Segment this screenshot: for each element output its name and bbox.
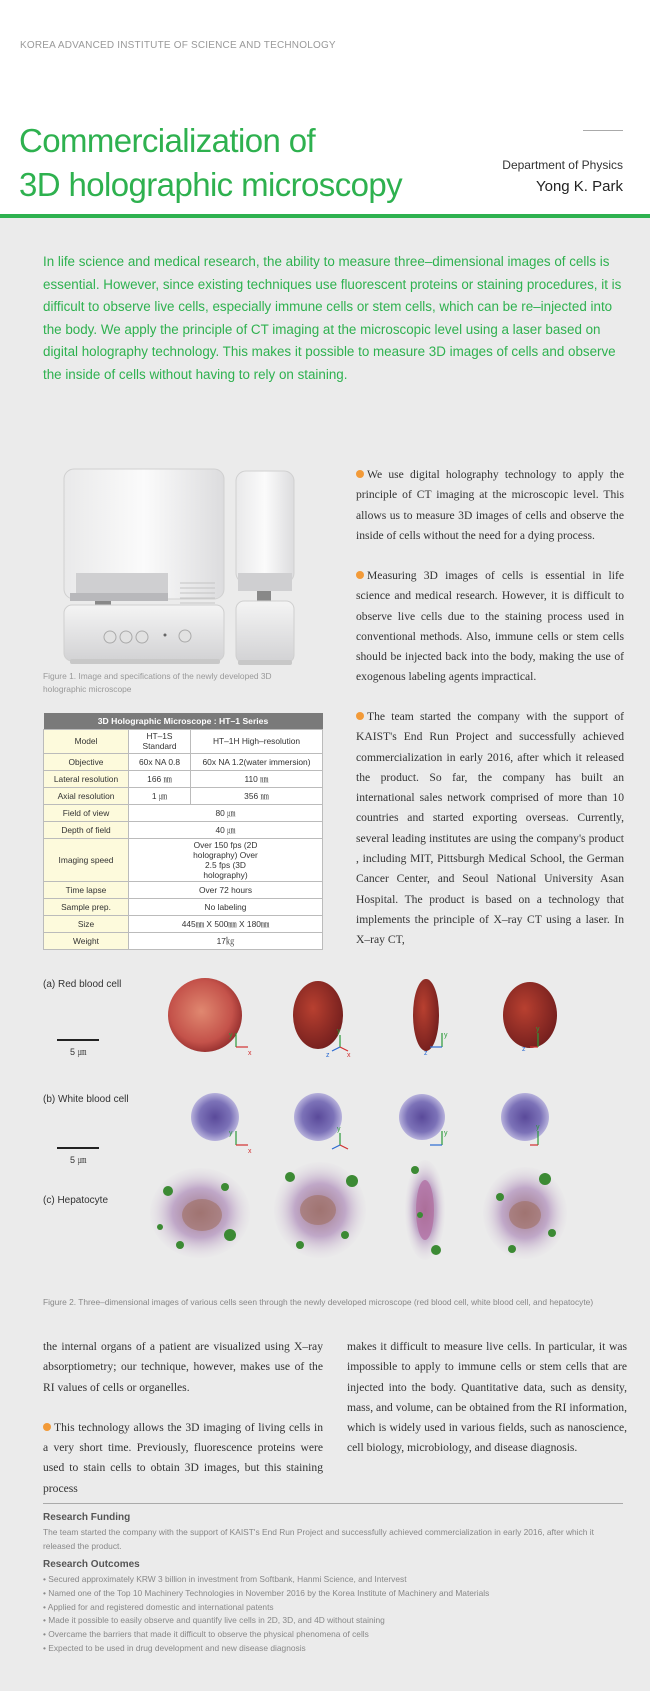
list-item: • Overcame the barriers that made it difficult to observe the physical phenomena of cells [43,1628,489,1642]
spec-value-b: 356 ㎚ [191,787,323,804]
department: Department of Physics [502,158,623,172]
spec-label: Axial resolution [44,787,129,804]
spec-label: Objective [44,753,129,770]
red-blood-cell [413,979,439,1051]
spec-label: Field of view [44,804,129,821]
axis-label: z [424,1050,428,1057]
spec-model-row [44,729,323,753]
spec-row [44,898,323,915]
spec-value-a: 1 ㎛ [129,787,191,804]
axis-label: y [536,1026,540,1033]
knob-1 [104,631,116,643]
axis-icon [229,1130,252,1155]
hepatocyte [274,1162,366,1258]
header-divider [583,130,623,131]
cell-images [140,965,600,1265]
list-item: • Applied for and registered domestic and international patents [43,1601,489,1615]
axis-label: y [229,1130,233,1137]
white-blood-cell [501,1093,549,1141]
paragraph-text: This technology allows the 3D imaging of living cells in a very short time. Previously, fluorescence proteins were used to stain cells to obtain 3D images, but this staining process [43,1420,323,1495]
spec-row [44,915,323,932]
bottom-paragraph-3: makes it difficult to measure live cells. In particular, it was impossible to apply to immune cells or stem cells that are injected into the body. Quantitative data, such as density, mass, and volume, can be obtained from the RI information, which is widely used in various fields, such as nanoscience, cell biology, microbiology, and disease diagnosis. [347,1340,627,1455]
spec-value: Over 150 fps (2D holography) Over 2.5 fps (3D holography) [129,838,323,881]
axis-icon [229,1032,252,1057]
axis-label: x [248,1148,252,1155]
spec-label: Size [44,915,129,932]
footer-divider [43,1503,623,1504]
red-blood-cell [168,978,242,1052]
scale-bar [57,1147,99,1149]
right-paragraph-1 [356,465,624,546]
spec-label: Sample prep. [44,898,129,915]
spec-label: Weight [44,932,129,949]
spec-model-b: HT–1H High–resolution [191,729,323,753]
axis-label: z [326,1052,330,1059]
spec-value: 17㎏ [129,932,323,949]
knob-4 [179,630,191,642]
axis-label: y [337,1126,341,1133]
spec-label: Lateral resolution [44,770,129,787]
paragraph-text: Measuring 3D images of cells is essential in life science and medical research. However, it is difficult to observe live cells due to the staining process used in conventional methods. Also, immune cells or stem cells should be injected back into the body, making the use of exogenous labeling agents impractical. [356,569,624,684]
figure-2-label-b: (b) White blood cell [43,1094,129,1105]
right-paragraph-3 [356,707,624,951]
axis-label: x [347,1052,351,1059]
spec-value: 445㎜ X 500㎜ X 180㎜ [129,915,323,932]
outcomes-title: Research Outcomes [43,1559,140,1570]
list-item: • Expected to be used in drug development and new disease diagnosis [43,1642,489,1656]
figure-2-caption: Figure 2. Three–dimensional images of various cells seen through the newly developed microscope (red blood cell, white blood cell, and hepatocyte) [43,1297,594,1307]
axis-label: y [444,1130,448,1137]
knob-3 [136,631,148,643]
spec-label: Time lapse [44,881,129,898]
spec-value: Over 72 hours [129,881,323,898]
list-item: • Secured approximately KRW 3 billion in investment from Softbank, Hanmi Science, and Intervest [43,1573,489,1587]
hepatocyte [405,1160,445,1260]
funding-title: Research Funding [43,1512,131,1523]
spec-row [44,821,323,838]
spec-label: Depth of field [44,821,129,838]
title-line-1: Commercialization of [19,122,316,159]
white-blood-cell [399,1094,445,1140]
spec-value-b: 60x NA 1.2(water immersion) [191,753,323,770]
axis-label: y [444,1032,448,1039]
spec-label: Model [44,729,129,753]
bullet-dot [43,1423,51,1431]
figure-1-caption: Figure 1. Image and specifications of the newly developed 3D holographic microscope [43,671,272,694]
list-item: • Named one of the Top 10 Machinery Technologies in November 2016 by the Korea Institute of Machinery and Materials [43,1587,489,1601]
funding-text: The team started the company with the support of KAIST's End Run Project and successfully achieved commercialization in early 2016, after which it released the product. [43,1527,594,1551]
spec-row [44,838,323,881]
paragraph-text: The team started the company with the support of KAIST's End Run Project and successfully achieved commercialization in early 2016, after which it released the product. So far, the company has built an international sales network comprised of more than 10 countries and started exporting overseas. Currently, several leading institutes are using the company's product , including MIT, Pittsburgh Medical School, the German Cancer Center, and Seoul National University Asan Hospital. The product is based on a technology that implements the principle of X–ray CT using a laser. In X–ray CT, [356,710,624,947]
bottom-paragraph-1: the internal organs of a patient are visualized using X–ray absorptiometry; our technique, however, makes use of the RI values of cells or organelles. [43,1340,323,1394]
knob-2 [120,631,132,643]
red-blood-cell [503,982,557,1048]
list-item: • Made it possible to easily observe and quantify live cells in 2D, 3D, and 4D without staining [43,1614,489,1628]
spec-value: 80 ㎛ [129,804,323,821]
bullet-dot [356,571,364,579]
red-blood-cell [293,981,343,1049]
page-header [0,0,650,218]
spec-row [44,932,323,949]
axis-label: x [248,1050,252,1057]
scale-bar [57,1039,99,1041]
outcomes-list [43,1573,489,1656]
header-green-rule [0,214,650,218]
axis-label: y [337,1028,341,1035]
abstract: In life science and medical research, the ability to measure three–dimensional images of cells is essential. However, since existing techniques use fluorescent proteins or staining procedures, it is difficult to observe live cells, especially immune cells or stem cells, which can be re–injected into the body. We apply the principle of CT imaging at the microscopic level using a laser based on digital holography technology. This makes it possible to measure 3D images of cells and observe the inside of cells without having to rely on staining. [43,254,622,382]
author-name: Yong K. Park [535,178,623,195]
spec-row [44,770,323,787]
paragraph-text: We use digital holography technology to apply the principle of CT imaging at the microscopic level. This allows us to measure 3D images of cells and observe the inside of cells without the need for a dying process. [356,468,624,542]
axis-label: y [229,1032,233,1039]
spec-row [44,881,323,898]
bullet-dot [356,712,364,720]
spec-row [44,804,323,821]
microscope-device-image [40,455,320,670]
small-unit-body [236,471,294,583]
hepatocyte [483,1167,567,1259]
scale-bar-label: 5 ㎛ [70,1155,87,1165]
spec-value-a: 60x NA 0.8 [129,753,191,770]
small-unit-base [236,601,294,663]
scale-bar-label: 5 ㎛ [70,1047,87,1057]
institute-name: KOREA ADVANCED INSTITUTE OF SCIENCE AND TECHNOLOGY [20,40,336,51]
axis-label: y [536,1124,540,1131]
spec-value-b: 110 ㎚ [191,770,323,787]
axis-label: z [522,1046,526,1053]
right-paragraph-2 [356,566,624,688]
page-title [19,119,402,207]
spec-row [44,787,323,804]
spec-table [43,713,323,950]
figure-2-label-a: (a) Red blood cell [43,979,122,990]
spec-label: Imaging speed [44,838,129,881]
spec-value-a: 166 ㎚ [129,770,191,787]
bullet-dot [356,470,364,478]
spec-model-a: HT–1S Standard [129,729,191,753]
title-line-2: 3D holographic microscopy [19,166,403,203]
spec-value: No labeling [129,898,323,915]
bottom-left-column [43,1337,323,1499]
white-blood-cell [294,1093,342,1141]
spec-row [44,753,323,770]
bottom-right-column [347,1337,627,1459]
hepatocyte [150,1168,250,1258]
spec-value: 40 ㎛ [129,821,323,838]
figure-2-label-c: (c) Hepatocyte [43,1195,109,1206]
bottom-paragraph-2 [43,1418,323,1499]
spec-table-title: 3D Holographic Microscope : HT–1 Series [44,713,323,729]
